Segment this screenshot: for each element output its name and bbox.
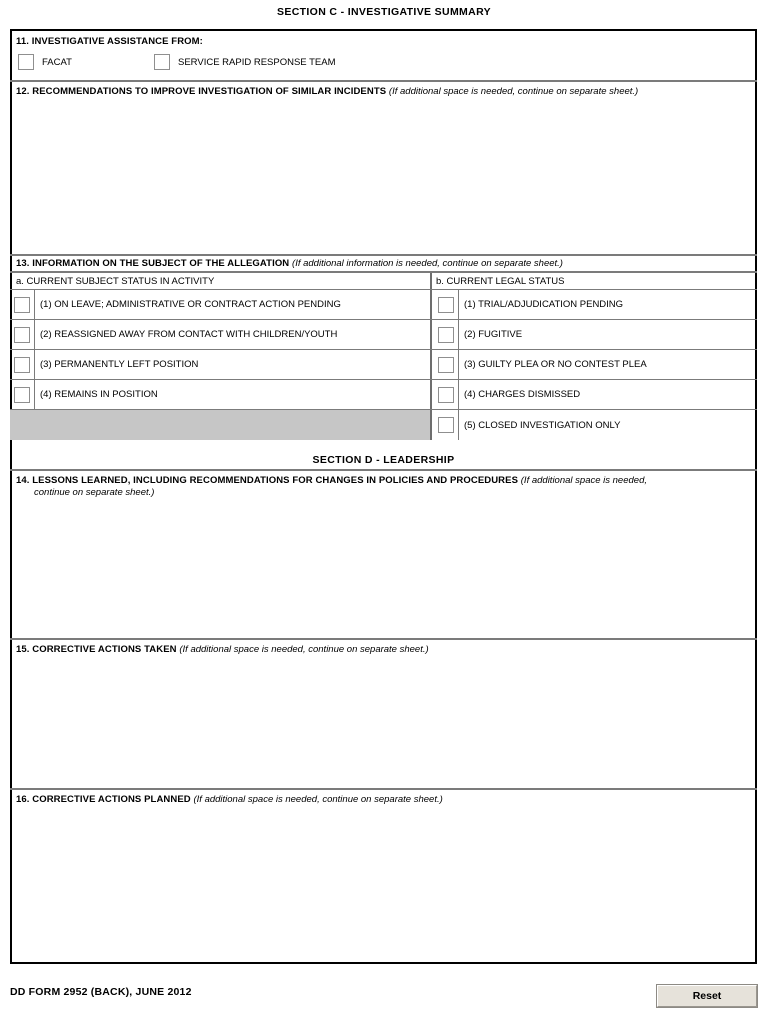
- item-13-row: [10, 410, 757, 440]
- item-13-col-a-checkbox-divider: [34, 380, 35, 409]
- checkbox-current-legal-status-2[interactable]: [438, 327, 454, 343]
- section-d-heading-band: [10, 450, 757, 471]
- item-13-col-b-checkbox-divider: [458, 380, 459, 409]
- item-13-col-a-option-3-checkbox-cell[interactable]: [10, 350, 34, 379]
- item-13-col-b-option-5-checkbox-cell[interactable]: [434, 410, 458, 440]
- item-13-col-a-checkbox-divider: [34, 320, 35, 349]
- checkbox-current-legal-status-4[interactable]: [438, 387, 454, 403]
- item-13-row: [10, 320, 757, 350]
- reset-button[interactable]: Reset: [657, 985, 757, 1007]
- item-14-label: [16, 475, 736, 499]
- item-13-col-b-option-1-label-cell: [464, 290, 623, 319]
- item-13-column-divider: [430, 380, 432, 409]
- item-13-col-a-option-4-checkbox-cell[interactable]: [10, 380, 34, 409]
- item-16-label: [16, 794, 443, 806]
- item-13-col-b-option-3-label-cell: [464, 350, 647, 379]
- item-13-column-header-row: [10, 271, 757, 290]
- item-13-col-a-option-3-label-cell: [40, 350, 198, 379]
- checkbox-current-subject-status-3[interactable]: [14, 357, 30, 373]
- item-13-col-b-option-1-label: (1) TRIAL/ADJUDICATION PENDING: [464, 299, 624, 310]
- item-13-col-b-option-2-checkbox-cell[interactable]: [434, 320, 458, 349]
- item-14-label-text: 14. LESSONS LEARNED, INCLUDING RECOMMENDATIONS FOR CHANGES IN POLICIES AND PROCEDURES: [16, 475, 519, 486]
- item-13-row: [10, 350, 757, 380]
- section-c-heading: SECTION C - INVESTIGATIVE SUMMARY: [277, 6, 491, 18]
- item-13-block: [10, 254, 757, 440]
- item-15-label-hint: (If additional space is needed, continue on separate sheet.): [179, 644, 429, 655]
- item-11-block: [10, 33, 757, 77]
- checkbox-current-legal-status-5[interactable]: [438, 417, 454, 433]
- item-13-title-row: [10, 254, 757, 271]
- item-13-col-a-option-2-checkbox-cell[interactable]: [10, 320, 34, 349]
- item-13-col-a-checkbox-divider: [34, 350, 35, 379]
- checkbox-current-legal-status-3[interactable]: [438, 357, 454, 373]
- item-12-block[interactable]: [10, 80, 757, 254]
- item-15-block[interactable]: [10, 638, 757, 788]
- item-13-row: [10, 290, 757, 320]
- item-13-col-b-checkbox-divider: [458, 290, 459, 319]
- section-d-heading: SECTION D - LEADERSHIP: [312, 453, 455, 466]
- item-15-input[interactable]: [16, 660, 751, 786]
- item-13-col-a-option-4-label-cell: [40, 380, 158, 409]
- item-13-col-b-option-5-label-cell: [464, 410, 620, 440]
- item-13-label-text: 13. INFORMATION ON THE SUBJECT OF THE ALLEGATION: [16, 258, 290, 269]
- item-11-checkbox-facat[interactable]: [18, 54, 72, 70]
- item-15-label-text: 15. CORRECTIVE ACTIONS TAKEN: [16, 644, 177, 655]
- item-13-column-b-header: b. CURRENT LEGAL STATUS: [436, 276, 565, 287]
- item-13-col-b-option-4-checkbox-cell[interactable]: [434, 380, 458, 409]
- form-number-footer: DD FORM 2952 (BACK), JUNE 2012: [10, 986, 192, 998]
- item-13-col-a-option-2-label-cell: [40, 320, 337, 349]
- item-13-col-b-option-1-checkbox-cell[interactable]: [434, 290, 458, 319]
- item-12-label-text: 12. RECOMMENDATIONS TO IMPROVE INVESTIGATION OF SIMILAR INCIDENTS: [16, 86, 387, 97]
- item-13-col-a-option-1-checkbox-cell[interactable]: [10, 290, 34, 319]
- item-14-label-hint-line1: (If additional space is needed,: [520, 475, 647, 486]
- checkbox-current-subject-status-2[interactable]: [14, 327, 30, 343]
- item-13-col-b-option-2-label-cell: [464, 320, 522, 349]
- item-13-col-b-option-4-label: (4) CHARGES DISMISSED: [464, 389, 581, 400]
- item-12-input[interactable]: [16, 102, 751, 252]
- item-13-column-divider: [430, 410, 432, 440]
- item-11-checkbox-facat-label: FACAT: [42, 56, 72, 68]
- item-13-col-b-checkbox-divider: [458, 320, 459, 349]
- item-14-input[interactable]: [16, 505, 751, 636]
- checkbox-facat[interactable]: [18, 54, 34, 70]
- item-13-column-divider: [430, 273, 432, 289]
- item-13-column-a-header: a. CURRENT SUBJECT STATUS IN ACTIVITY: [16, 276, 215, 287]
- item-13-col-b-option-2-label: (2) FUGITIVE: [464, 329, 523, 340]
- checkbox-current-legal-status-1[interactable]: [438, 297, 454, 313]
- item-13-col-a-checkbox-divider: [34, 290, 35, 319]
- checkbox-current-subject-status-1[interactable]: [14, 297, 30, 313]
- item-11-checkbox-service-rapid-response-team-label: SERVICE RAPID RESPONSE TEAM: [178, 56, 336, 68]
- item-16-label-hint: (If additional space is needed, continue on separate sheet.): [193, 794, 443, 805]
- item-16-block[interactable]: [10, 788, 757, 964]
- checkbox-current-subject-status-4[interactable]: [14, 387, 30, 403]
- item-13-col-b-checkbox-divider: [458, 350, 459, 379]
- item-16-input[interactable]: [16, 810, 751, 962]
- item-13-col-a-option-3-label: (3) PERMANENTLY LEFT POSITION: [40, 359, 199, 370]
- item-11-checkbox-service-rapid-response-team[interactable]: [154, 54, 336, 70]
- checkbox-service-rapid-response-team[interactable]: [154, 54, 170, 70]
- item-11-label: 11. INVESTIGATIVE ASSISTANCE FROM:: [16, 36, 203, 47]
- item-13-col-a-option-2-label: (2) REASSIGNED AWAY FROM CONTACT WITH CHILDREN/YOUTH: [40, 329, 338, 340]
- item-13-column-divider: [430, 320, 432, 349]
- item-13-col-a-option-1-label: (1) ON LEAVE; ADMINISTRATIVE OR CONTRACT ACTION PENDING: [40, 299, 341, 310]
- item-12-label: [16, 86, 638, 98]
- item-12-label-hint: (If additional space is needed, continue on separate sheet.): [388, 86, 639, 97]
- item-13-label: [16, 258, 563, 270]
- item-13-col-b-option-3-checkbox-cell[interactable]: [434, 350, 458, 379]
- item-16-label-text: 16. CORRECTIVE ACTIONS PLANNED: [16, 794, 191, 805]
- item-13-col-b-option-5-label: (5) CLOSED INVESTIGATION ONLY: [464, 419, 621, 431]
- item-13-col-b-option-4-label-cell: [464, 380, 580, 409]
- item-13-col-b-checkbox-divider: [458, 410, 459, 440]
- item-13-column-divider: [430, 350, 432, 379]
- item-13-col-a-option-4-label: (4) REMAINS IN POSITION: [40, 389, 158, 400]
- item-13-col-b-option-3-label: (3) GUILTY PLEA OR NO CONTEST PLEA: [464, 359, 647, 370]
- item-13-row: [10, 380, 757, 410]
- item-13-col-a-blocked-cell: [10, 410, 430, 440]
- item-14-label-hint-line2: continue on separate sheet.): [34, 487, 155, 498]
- item-13-label-hint: (If additional information is needed, continue on separate sheet.): [292, 258, 563, 269]
- item-15-label: [16, 644, 429, 656]
- item-13-col-a-option-1-label-cell: [40, 290, 341, 319]
- item-14-block[interactable]: [10, 471, 757, 638]
- item-13-column-divider: [430, 290, 432, 319]
